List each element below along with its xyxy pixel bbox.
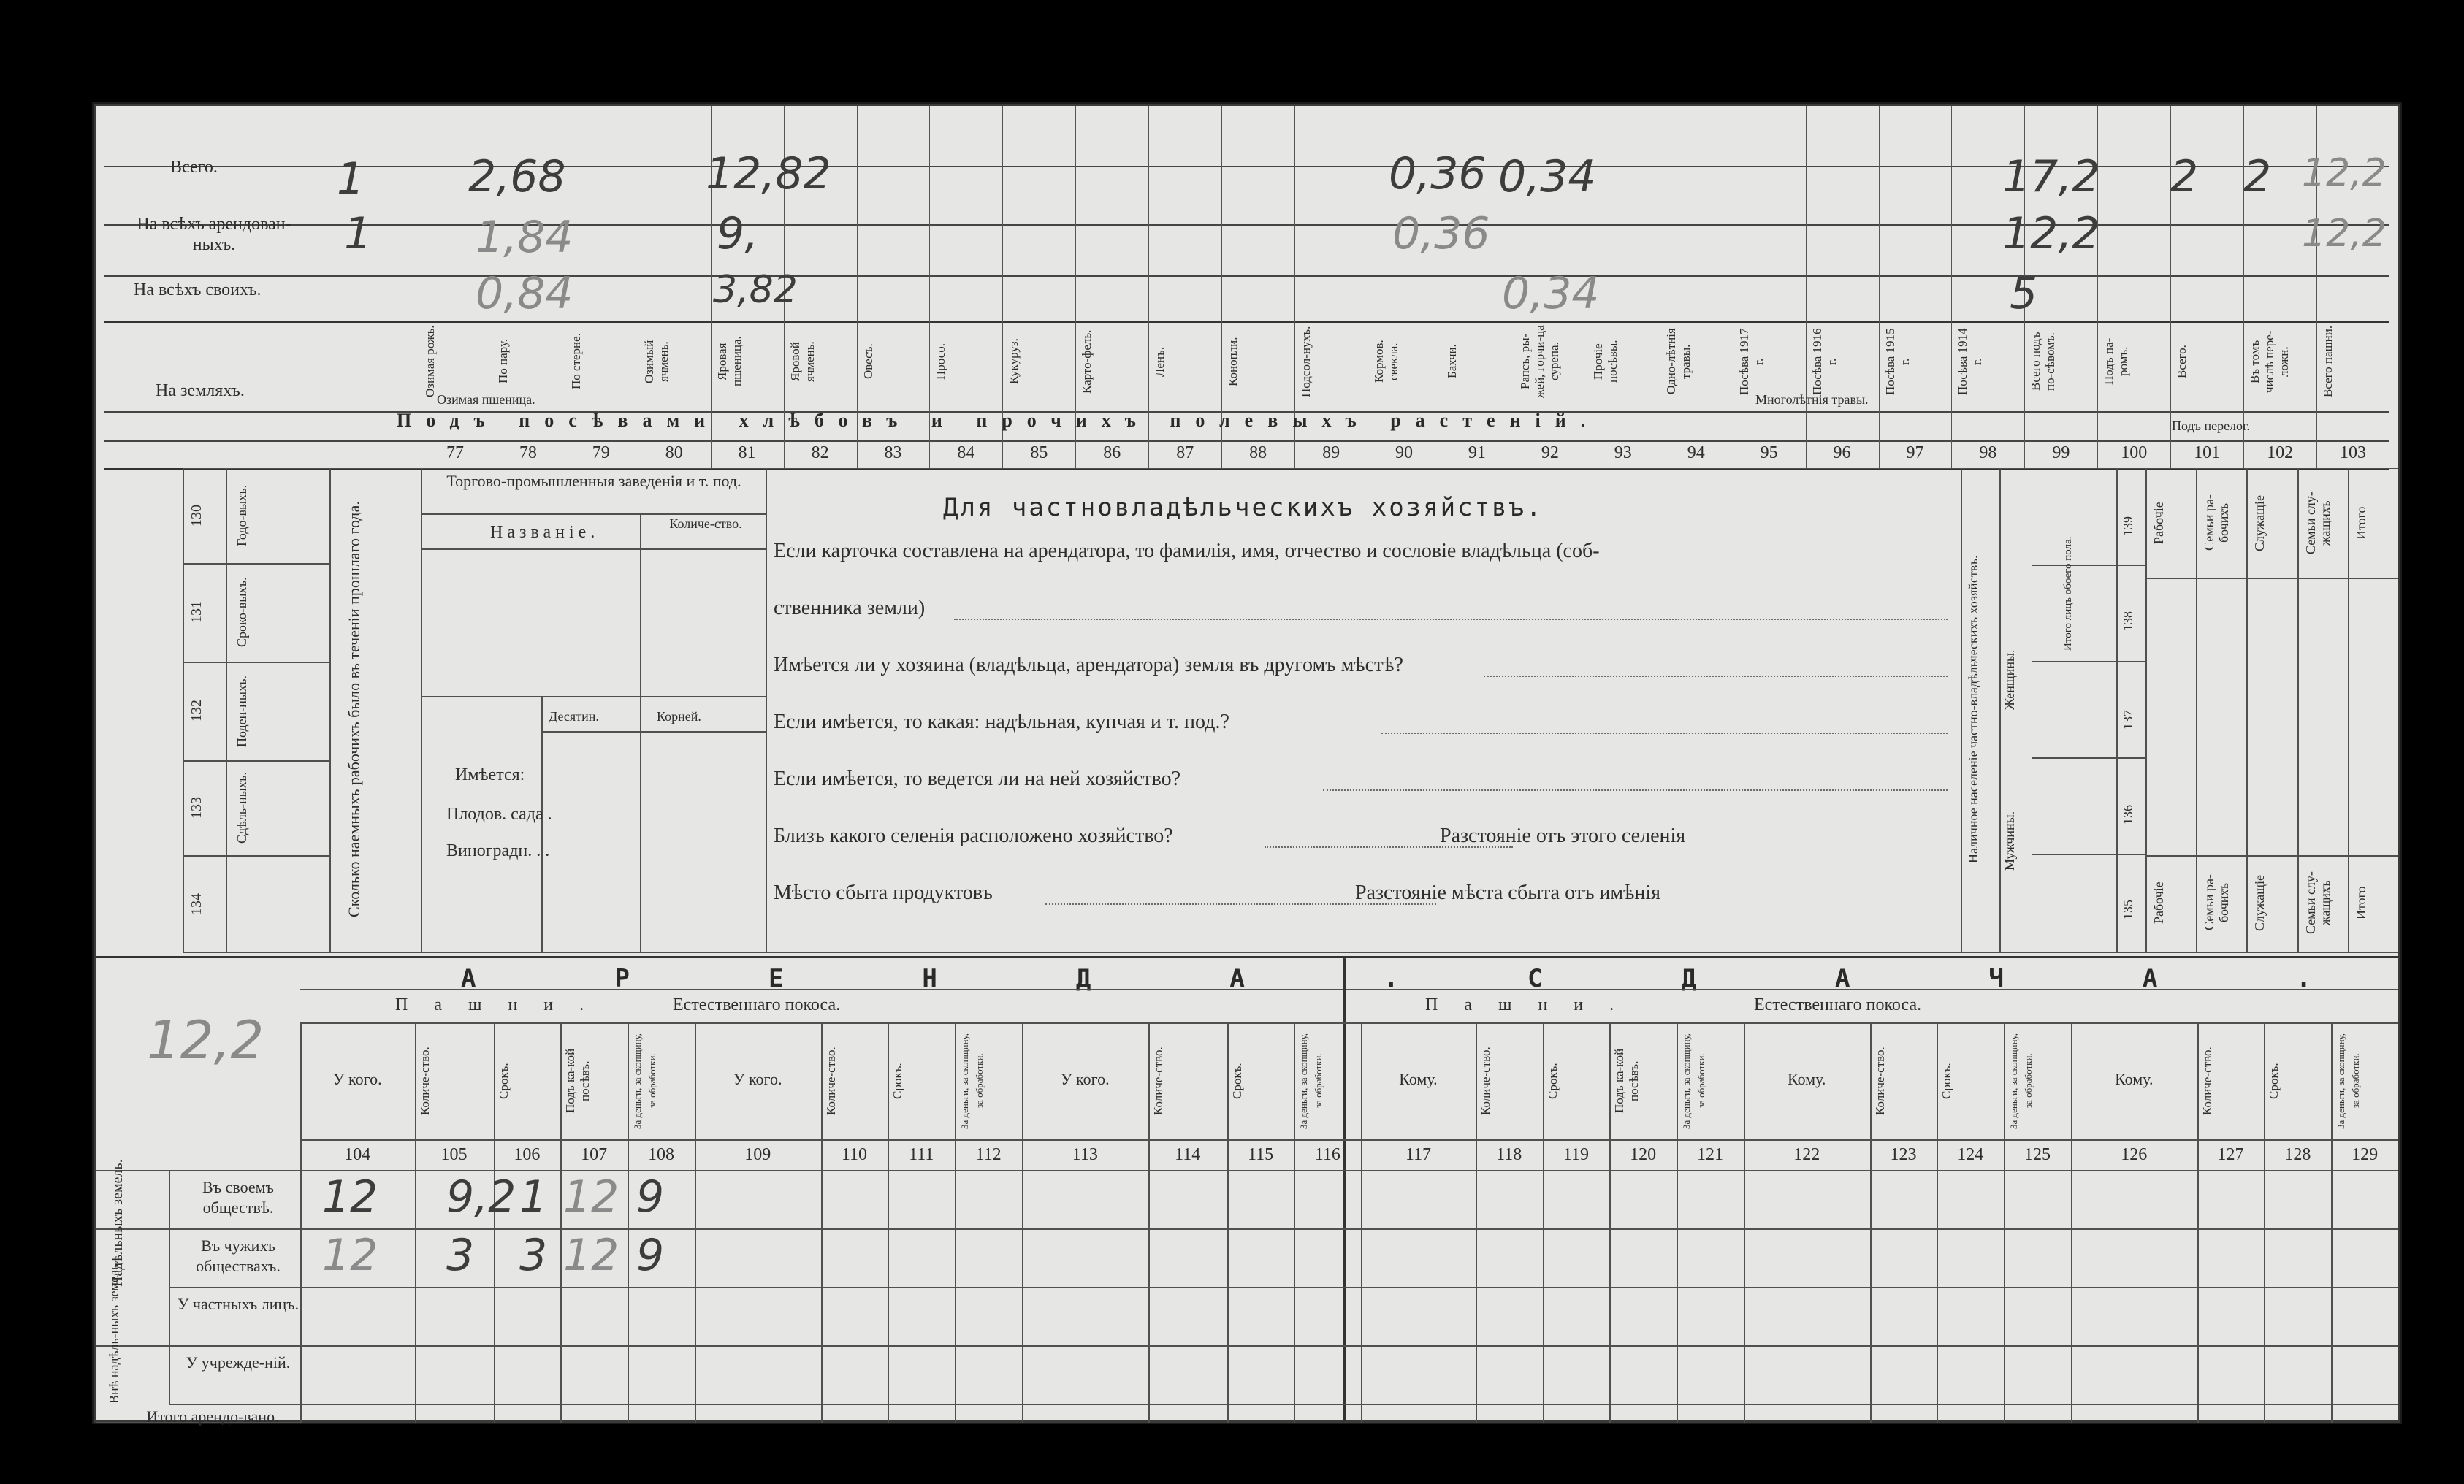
- lease-col-divider: [2331, 1022, 2333, 1423]
- lease-col-divider: [1870, 1022, 1872, 1423]
- lease-col-header-116: За деньги, за скопщину, за обработки.: [1298, 1033, 1324, 1129]
- top-col-number-92: 92: [1541, 443, 1559, 462]
- top-col-header-81: Яровая пшеница.: [714, 336, 744, 387]
- lease-col-number-110: 110: [841, 1145, 868, 1164]
- top-col-number-101: 101: [2194, 443, 2221, 462]
- hw-other-society-108: 9: [636, 1230, 665, 1281]
- lease-col-header-107: Подъ ка-кой посѣвъ.: [563, 1048, 592, 1114]
- staff-col-header-bottom-2: Служащiе: [2252, 874, 2267, 931]
- top-col-number-95: 95: [1760, 443, 1778, 462]
- top-col-number-94: 94: [1687, 443, 1705, 462]
- top-col-header-90: Кормов. свекла.: [1372, 340, 1401, 383]
- population-row-divider: [2032, 757, 2145, 759]
- hired-workers-side: Сколько наемныхъ рабочихъ было въ теченiи прошлаго года.: [345, 501, 363, 917]
- lease-col-header-113: У кого.: [1060, 1070, 1110, 1088]
- lease-col-header-111: Срокъ.: [890, 1063, 905, 1099]
- lease-arable: Пашни.: [395, 995, 611, 1014]
- staff-col-divider: [2196, 468, 2197, 953]
- row-private-persons: У частныхъ лицъ.: [177, 1295, 300, 1313]
- lease-col-number-125: 125: [2024, 1145, 2051, 1164]
- hw-rent-103: 12,2: [2302, 212, 2387, 256]
- lease-col-divider: [628, 1022, 629, 1423]
- lease-col-number-107: 107: [581, 1145, 608, 1164]
- hw-own-society-105: 9,2: [446, 1171, 516, 1223]
- lease-col-number-115: 115: [1247, 1145, 1274, 1164]
- lease-col-number-114: 114: [1175, 1145, 1201, 1164]
- hw-own-society-107: 12: [563, 1171, 619, 1223]
- lease-col-divider: [1609, 1022, 1611, 1423]
- worker-col-header-133: Сдѣль-ныхъ.: [234, 772, 249, 844]
- lease-col-divider: [955, 1022, 956, 1423]
- lease-col-header-108: За деньги, за скопщину, за обработки.: [632, 1033, 658, 1129]
- lease-col-divider: [1543, 1022, 1544, 1423]
- staff-col-header-bottom-1: Семьи ра-бочихъ: [2202, 874, 2232, 931]
- staff-col-divider: [2246, 468, 2248, 953]
- top-col-header-98: Посѣва 1914 г.: [1956, 328, 1985, 395]
- staff-col-header-top-4: Итого: [2353, 506, 2368, 540]
- q-sale-place: Мѣсто сбыта продуктовъ: [774, 881, 993, 904]
- lease-col-header-123: Количе-ство.: [1872, 1047, 1887, 1115]
- trade-name-header: Названiе.: [490, 523, 600, 542]
- top-col-number-88: 88: [1249, 443, 1267, 462]
- top-col-number-78: 78: [519, 443, 537, 462]
- lease-col-number-109: 109: [744, 1145, 771, 1164]
- lease-col-header-110: Количе-ство.: [823, 1047, 838, 1115]
- lease-col-divider: [494, 1022, 495, 1423]
- hw-other-society-106: 3: [519, 1230, 548, 1281]
- top-col-divider: [1879, 106, 1880, 468]
- sublease-title: СДАЧА.: [1527, 964, 2450, 993]
- hw-total-91: 0,36: [1389, 148, 1487, 199]
- hw-own-99: 5: [2010, 268, 2038, 319]
- top-col-header-87: Ленъ.: [1153, 346, 1167, 377]
- has-label: Имѣется:: [455, 765, 525, 784]
- hw-rent-77: 1: [344, 208, 373, 259]
- row-other-society: Въ чужихъ обществахъ.: [196, 1236, 281, 1275]
- lease-col-header-120: Подъ ка-кой посѣвъ.: [1612, 1048, 1641, 1114]
- top-col-header-82: Яровой ячмень.: [787, 341, 817, 382]
- lease-col-number-128: 128: [2284, 1145, 2311, 1164]
- lease-col-number-119: 119: [1563, 1145, 1589, 1164]
- row-own-society: Въ своемъ обществѣ.: [202, 1178, 274, 1217]
- top-col-number-97: 97: [1906, 443, 1924, 462]
- hw-own-society-106: 1: [519, 1171, 548, 1223]
- lease-col-number-113: 113: [1072, 1145, 1098, 1164]
- top-col-header-89: Подсол-нухъ.: [1299, 326, 1313, 397]
- top-col-header-88: Конопли.: [1226, 337, 1240, 386]
- lease-col-divider: [415, 1022, 416, 1423]
- lease-col-header-119: Срокъ.: [1545, 1063, 1560, 1099]
- staff-col-header-top-1: Семьи ра-бочихъ: [2202, 494, 2232, 551]
- census-card: [94, 104, 2450, 1426]
- lease-col-number-123: 123: [1890, 1145, 1917, 1164]
- lease-col-divider: [1476, 1022, 1477, 1423]
- lease-col-divider: [2004, 1022, 2005, 1423]
- roots-header: Корней.: [657, 709, 701, 724]
- trade-title: Торгово-промышленныя заведенiя и т. под.: [446, 472, 741, 490]
- hw-total-77: 1: [337, 153, 365, 204]
- lease-title: АРЕНДА.: [461, 964, 1538, 993]
- lease-col-divider: [1227, 1022, 1229, 1423]
- lease-col-header-105: Количе-ство.: [417, 1047, 432, 1115]
- hw-rent-79: 1,84: [476, 212, 573, 263]
- hw-total-102: 2: [2243, 151, 2272, 202]
- hw-left-total: 12,2: [147, 1009, 264, 1071]
- trade-qty-header: Количе-ство.: [669, 516, 742, 531]
- group-fallow: Подъ перелог.: [2172, 418, 2250, 433]
- top-col-header-100: Подъ па-ромъ.: [2102, 337, 2131, 386]
- staff-col-divider: [2297, 468, 2299, 953]
- lease-col-number-112: 112: [975, 1145, 1002, 1164]
- q-near-village: Близъ какого селенiя расположено хозяйство?: [774, 825, 1173, 847]
- top-col-number-83: 83: [884, 443, 902, 462]
- lease-col-number-121: 121: [1696, 1145, 1723, 1164]
- lease-col-number-126: 126: [2121, 1145, 2148, 1164]
- staff-col-header-top-3: Семьи слу-жащихъ: [2303, 492, 2333, 554]
- lease-col-divider: [2264, 1022, 2265, 1423]
- outside-allotment-label: Внѣ надѣль-ныхъ земель.: [107, 1261, 121, 1404]
- lease-section: [96, 956, 2450, 1426]
- lease-col-divider: [1937, 1022, 1938, 1423]
- top-col-header-83: Овесъ.: [861, 343, 875, 380]
- q-owner-line1: Если карточка составлена на арендатора, то фамилiя, имя, отчество и сословiе владѣльца (соб-: [774, 540, 1600, 562]
- lease-col-header-104: У кого.: [332, 1070, 382, 1088]
- top-col-number-84: 84: [957, 443, 975, 462]
- middle-section: [96, 468, 2398, 956]
- top-col-number-100: 100: [2121, 443, 2148, 462]
- lease-col-divider: [821, 1022, 823, 1423]
- top-col-header-80: Озимый ячмень.: [641, 340, 671, 383]
- q-other-land: Имѣется ли у хозяина (владѣльца, арендатора) земля въ другомъ мѣстѣ?: [774, 654, 1403, 676]
- sublease-meadow: Естественнаго покоса.: [1754, 995, 1922, 1014]
- top-col-number-79: 79: [592, 443, 610, 462]
- q-owner-line2: ственника земли): [774, 597, 926, 619]
- lease-col-header-128: Срокъ.: [2267, 1063, 2281, 1099]
- top-col-number-98: 98: [1979, 443, 1997, 462]
- top-col-header-84: Просо.: [934, 343, 948, 380]
- group-perennial-grass: Многолѣтнiя травы.: [1755, 392, 1869, 407]
- worker-col-number-132: 132: [188, 700, 205, 722]
- lease-col-number-124: 124: [1957, 1145, 1984, 1164]
- worker-col-number-131: 131: [188, 601, 205, 624]
- lease-col-header-129: За деньги, за скопщину, за обработки.: [2335, 1033, 2362, 1129]
- population-row-divider: [2032, 565, 2145, 566]
- worker-col-number-134: 134: [188, 893, 205, 915]
- top-col-number-102: 102: [2267, 443, 2294, 462]
- hw-own-92: 0,34: [1502, 268, 1600, 319]
- lease-col-number-118: 118: [1496, 1145, 1522, 1164]
- lease-col-divider: [560, 1022, 562, 1423]
- hw-rent-99: 12,2: [2002, 208, 2100, 259]
- row-label-rented: На всѣхъ арендован-ныхъ.: [137, 215, 291, 254]
- top-col-divider: [1806, 106, 1807, 468]
- top-col-header-79: По стерне.: [568, 333, 583, 390]
- lease-col-header-115: Срокъ.: [1229, 1063, 1244, 1099]
- lease-col-divider: [1148, 1022, 1150, 1423]
- lease-col-number-120: 120: [1630, 1145, 1657, 1164]
- hw-own-society-104: 12: [322, 1171, 378, 1223]
- top-col-number-93: 93: [1614, 443, 1632, 462]
- top-col-header-86: Карто-фель.: [1080, 329, 1094, 394]
- staff-row-divider: [2145, 578, 2398, 579]
- population-col-139: 139: [2121, 516, 2135, 537]
- lease-col-divider: [1677, 1022, 1678, 1423]
- lease-col-number-129: 129: [2352, 1145, 2379, 1164]
- lease-col-number-108: 108: [647, 1145, 674, 1164]
- top-col-number-96: 96: [1833, 443, 1851, 462]
- lease-col-number-105: 105: [440, 1145, 468, 1164]
- lease-col-header-112: За деньги, за скопщину, за обработки.: [959, 1033, 985, 1129]
- women-label: Женщины.: [2002, 649, 2017, 711]
- lease-col-number-122: 122: [1793, 1145, 1820, 1164]
- top-col-header-96: Посѣва 1916 г.: [1809, 328, 1839, 395]
- sublease-arable: Пашни.: [1425, 995, 1641, 1014]
- worker-col-number-130: 130: [188, 505, 205, 527]
- lease-col-header-122: Кому.: [1788, 1070, 1826, 1088]
- men-label: Мужчины.: [2002, 811, 2017, 871]
- worker-col-header-130: Годо-выхъ.: [234, 484, 249, 547]
- lease-col-number-104: 104: [344, 1145, 371, 1164]
- top-col-header-91: Бахчи.: [1444, 344, 1459, 379]
- top-col-header-97: Посѣва 1915 г.: [1883, 328, 1912, 395]
- lease-col-header-118: Количе-ство.: [1478, 1047, 1492, 1115]
- lease-col-header-127: Количе-ство.: [2200, 1047, 2214, 1115]
- staff-col-header-top-2: Служащiе: [2252, 494, 2267, 551]
- lease-col-header-125: За деньги, за скопщину, за обработки.: [2008, 1033, 2034, 1129]
- top-col-number-91: 91: [1468, 443, 1486, 462]
- population-row-divider: [2032, 854, 2145, 855]
- top-col-header-99: Всего подъ по-сѣвомъ.: [2029, 332, 2058, 391]
- crops-band-title: Подъ посѣвами хлѣбовъ и прочихъ полевыхъ растенiй.: [397, 410, 1601, 431]
- lease-col-header-126: Кому.: [2115, 1070, 2154, 1088]
- top-col-number-85: 85: [1030, 443, 1048, 462]
- top-col-number-90: 90: [1395, 443, 1413, 462]
- worker-col-header-134: [234, 863, 315, 946]
- population-col-138: 138: [2121, 611, 2135, 632]
- top-col-number-77: 77: [446, 443, 464, 462]
- hw-own-society-108: 9: [636, 1171, 665, 1223]
- staff-col-header-bottom-3: Семьи слу-жащихъ: [2303, 871, 2333, 934]
- top-col-number-80: 80: [665, 443, 683, 462]
- population-col-135: 135: [2121, 900, 2135, 920]
- lease-col-header-114: Количе-ство.: [1151, 1047, 1165, 1115]
- hw-own-82: 3,82: [713, 268, 798, 312]
- row-total-leased: Итого арендо-вано.: [146, 1407, 279, 1426]
- q-farming-there: Если имѣется, то ведется ли на ней хозяйство?: [774, 768, 1180, 790]
- lease-col-number-127: 127: [2217, 1145, 2244, 1164]
- row-label-lands: На земляхъ.: [156, 381, 245, 400]
- top-col-divider: [1951, 106, 1952, 468]
- top-col-number-81: 81: [738, 443, 756, 462]
- q-land-type: Если имѣется, то какая: надѣльная, купчая и т. под.?: [774, 711, 1229, 733]
- tenth-header: Десятин.: [549, 709, 599, 724]
- hw-total-99: 17,2: [2002, 151, 2100, 202]
- population-col-137: 137: [2121, 710, 2135, 730]
- lease-col-divider: [888, 1022, 889, 1423]
- lease-col-divider: [2197, 1022, 2199, 1423]
- pop-total-label: Итого лицъ обоего пола.: [2062, 536, 2074, 651]
- lease-col-header-121: За деньги, за скопщину, за обработки.: [1681, 1033, 1707, 1129]
- top-col-number-82: 82: [811, 443, 829, 462]
- hw-rent-91: 0,36: [1392, 208, 1490, 259]
- hw-total-82: 12,82: [706, 148, 831, 199]
- hw-other-society-107: 12: [563, 1230, 619, 1281]
- lease-col-header-124: Срокъ.: [1939, 1063, 1954, 1099]
- lease-col-header-117: Кому.: [1399, 1070, 1438, 1088]
- population-row-divider: [2032, 661, 2145, 662]
- lease-col-divider: [1294, 1022, 1295, 1423]
- top-col-header-77: Озимая рожь.: [423, 325, 437, 398]
- top-col-header-101: Всего.: [2175, 345, 2189, 378]
- top-col-header-78: По пару.: [495, 339, 510, 384]
- hw-rent-82: 9,: [717, 208, 759, 259]
- hw-total-101: 2: [2170, 151, 2199, 202]
- top-col-number-103: 103: [2340, 443, 2367, 462]
- hw-other-society-105: 3: [446, 1230, 475, 1281]
- top-col-number-99: 99: [2052, 443, 2070, 462]
- lease-col-number-117: 117: [1405, 1145, 1432, 1164]
- q-sale-distance: Разстоянiе мѣста сбыта отъ имѣнiя: [1355, 881, 1660, 904]
- hw-total-79: 2,68: [468, 151, 566, 202]
- top-col-number-89: 89: [1322, 443, 1340, 462]
- lease-col-number-106: 106: [514, 1145, 541, 1164]
- lease-col-number-116: 116: [1314, 1145, 1340, 1164]
- population-col-136: 136: [2121, 805, 2135, 825]
- top-col-header-103: Всего пашни.: [2321, 325, 2335, 398]
- top-col-header-85: Кукуруз.: [1007, 338, 1021, 385]
- hw-total-92: 0,34: [1498, 151, 1596, 202]
- orchard-label: Плодов. сада .: [446, 805, 552, 824]
- worker-col-number-133: 133: [188, 797, 205, 819]
- q-village-distance: Разстоянiе отъ этого селенiя: [1440, 825, 1686, 847]
- top-col-header-95: Посѣва 1917 г.: [1736, 328, 1766, 395]
- worker-col-header-131: Сроко-выхъ.: [234, 577, 249, 648]
- staff-col-divider: [2145, 468, 2147, 953]
- lease-col-number-111: 111: [909, 1145, 934, 1164]
- vineyard-label: Виноградн. . .: [446, 841, 550, 860]
- staff-row-divider: [2145, 855, 2398, 857]
- top-col-header-93: Прочiе посѣвы.: [1590, 340, 1620, 383]
- staff-col-header-bottom-4: Итого: [2353, 886, 2368, 919]
- row-label-total: Всего.: [170, 158, 218, 177]
- hw-own-79: 0,84: [476, 268, 573, 319]
- lease-col-header-106: Срокъ.: [496, 1063, 511, 1099]
- group-winter-wheat: Озимая пшеница.: [437, 392, 535, 407]
- hw-other-society-104: 12: [322, 1230, 378, 1281]
- top-col-header-102: Въ томъ числѣ пере-ложн.: [2248, 330, 2292, 393]
- lease-col-header-109: У кого.: [733, 1070, 782, 1088]
- staff-col-header-top-0: Рабочiе: [2151, 502, 2166, 544]
- top-col-number-87: 87: [1176, 443, 1194, 462]
- hw-total-103: 12,2: [2302, 151, 2387, 195]
- population-side: Наличное населенiе частно-владѣльческихъ хозяйствъ.: [1966, 555, 1980, 863]
- allotment-lands-label: Надѣльныхъ земель.: [110, 1159, 126, 1287]
- row-label-own: На всѣхъ своихъ.: [134, 280, 262, 299]
- row-institutions: У учрежде-ній.: [186, 1353, 291, 1372]
- staff-col-divider: [2348, 468, 2349, 953]
- worker-col-header-132: Поден-ныхъ.: [234, 675, 249, 747]
- top-col-header-94: Одно-лѣтнiя травы.: [1663, 328, 1693, 395]
- top-col-number-86: 86: [1103, 443, 1121, 462]
- top-col-header-92: Рапсъ, ры-жей, горчи-ца сурепа.: [1517, 325, 1561, 398]
- staff-col-header-bottom-0: Рабочiе: [2151, 881, 2166, 924]
- lease-meadow: Естественнаго покоса.: [673, 995, 841, 1014]
- private-farms-title: Для частновладѣльческихъ хозяйствъ.: [943, 493, 1544, 522]
